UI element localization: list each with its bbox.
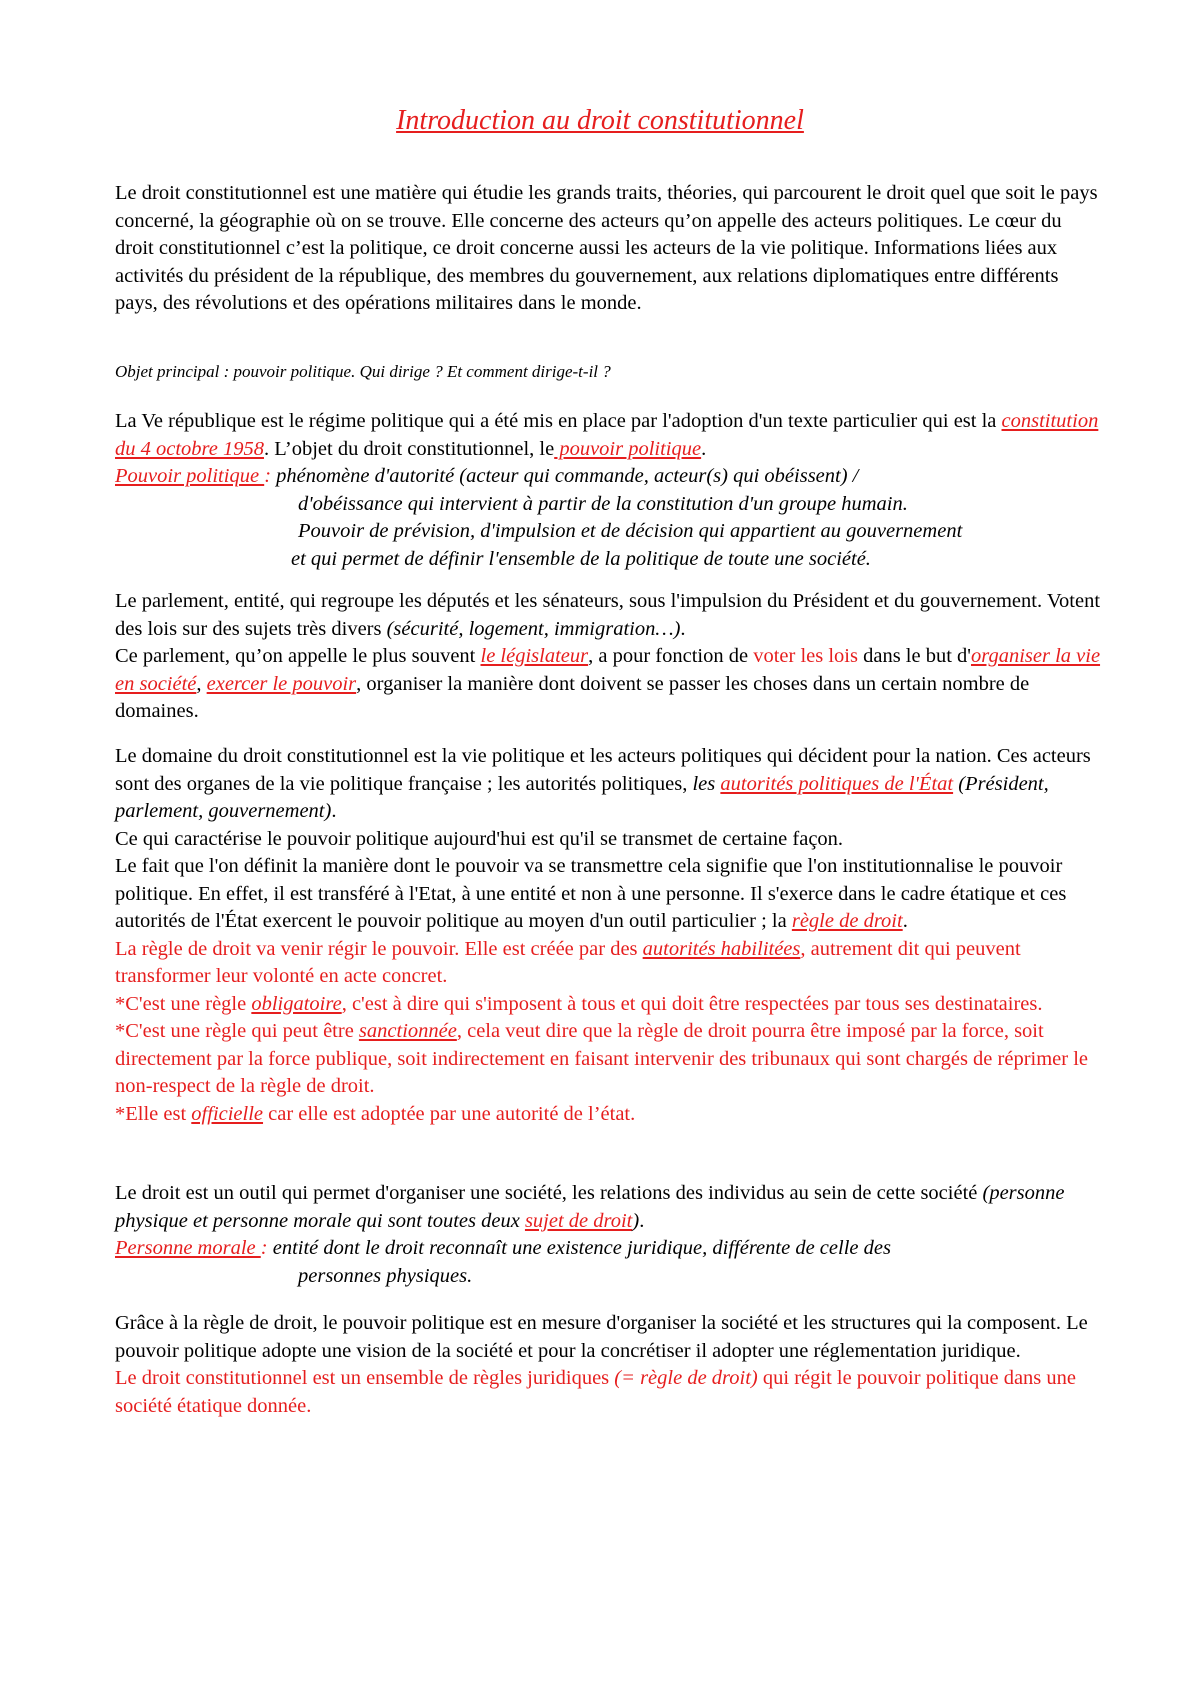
paragraph-regle-de-droit: [115, 1310, 1105, 1420]
text: .: [680, 617, 686, 640]
text-red-italic: (= règle de droit): [614, 1367, 758, 1389]
term-officielle: officielle: [191, 1102, 264, 1125]
text: .: [639, 1209, 645, 1232]
definition-line: Pouvoir de prévision, d'impulsion et de décision qui appartient au gouvernement: [298, 520, 963, 542]
page-title: Introduction au droit constitutionnel: [396, 105, 804, 136]
text: , a pour fonction de: [588, 645, 754, 667]
text-red: La règle de droit va venir régir le pouvoir. Elle est créée par des: [115, 937, 643, 960]
text: Le parlement, entité, qui regroupe les députés et les sénateurs, sous l'impulsion du Président et du gouvernement. Votent des lois sur des sujets très divers: [115, 590, 1101, 640]
definition-line: d'obéissance qui intervient à partir de la constitution d'un groupe humain.: [298, 492, 908, 515]
definition-colon: :: [260, 1237, 273, 1259]
text-red: , c'est à dire qui s'imposent à tous et qui doit être respectées par tous ses destinataires.: [341, 992, 1043, 1015]
paragraph-intro: Le droit constitutionnel est une matière qui étudie les grands traits, théories, qui parcourent le droit quel que soit le pays concerné, la géographie où on se trouve. Elle concerne des acteurs qu’on appelle des acteurs politiques. Le cœur du droit constitutionnel c’est la politique, ce droit concerne aussi les acteurs de la vie politique. Informations liées aux activités du président de la république, des membres du gouvernement, aux relations diplomatiques entre différents pays, des révolutions et des opérations militaires dans le monde.: [115, 182, 1098, 314]
text-red: Le droit constitutionnel est un ensemble de règles juridiques: [115, 1367, 615, 1389]
text-red: car elle est adoptée par une autorité de l’état.: [263, 1102, 636, 1125]
definition-colon: :: [264, 465, 277, 487]
paragraph-parlement: [115, 588, 1105, 726]
text: Ce parlement, qu’on appelle le plus souvent: [115, 645, 481, 667]
text-red: , autrement dit qui peuvent transformer leur volonté en acte concret.: [115, 937, 1021, 987]
definition-term-pouvoir-politique: Pouvoir politique: [115, 465, 265, 487]
objet-principal: Objet principal : pouvoir politique. Qui dirige ? Et comment dirige-t-il ?: [115, 362, 611, 381]
paragraph-domaine: [115, 743, 1105, 1128]
link-constitution-1958: constitution du 4 octobre 1958: [115, 410, 1099, 460]
text: Le droit est un outil qui permet d'organiser une société, les relations des individus au sein de cette société: [115, 1182, 983, 1204]
paragraph-ve-republique: [115, 408, 1115, 573]
text-italic: ): [632, 1209, 640, 1232]
definition-line: entité dont le droit reconnaît une existence juridique, différente de celle des: [272, 1237, 891, 1259]
term-obligatoire: obligatoire: [251, 992, 342, 1015]
text: La Ve république est le régime politique qui a été mis en place par l'adoption d'un texte particulier qui est la: [115, 410, 1002, 432]
term-legislateur: le législateur: [480, 645, 589, 667]
term-autorites-habilitees: autorités habilitées: [642, 937, 801, 960]
text-italic: (personne physique et personne morale qui sont toutes deux: [115, 1182, 1065, 1232]
link-pouvoir-politique: pouvoir politique: [554, 437, 702, 460]
text: Ce qui caractérise le pouvoir politique aujourd'hui est qu'il se transmet de certaine façon.: [115, 827, 844, 850]
text: .: [902, 910, 908, 932]
text: Le fait que l'on définit la manière dont le pouvoir va se transmettre cela signifie que l'on institutionnalise le pouvoir politique. En effet, il est transféré à l'Etat, à une entité et non à une personne. Il s'exerce dans le cadre étatique et ces autorités de l'État exercent le pouvoir politique au moyen d'un outil particulier ; la: [115, 855, 1067, 932]
text: .: [331, 800, 337, 822]
definition-term-personne-morale: Personne morale: [115, 1237, 261, 1259]
term-regle-de-droit: règle de droit: [791, 910, 903, 932]
text: .: [701, 437, 707, 460]
term-voter-les-lois: voter les lois: [753, 645, 858, 667]
text: . L’objet du droit constitutionnel, le: [264, 437, 555, 460]
text: ,: [196, 672, 207, 695]
text-italic: les: [692, 772, 721, 795]
definition-line: personnes physiques.: [298, 1264, 473, 1287]
text-red: , cela veut dire que la règle de droit pourra être imposé par la force, soit directement par la force publique, soit indirectement en faisant intervenir des tribunaux qui sont chargés de réprimer le non-respect de la règle de droit.: [115, 1020, 1089, 1097]
text-red: *Elle est: [115, 1102, 192, 1125]
term-sujet-de-droit: sujet de droit: [524, 1209, 633, 1232]
text: Le domaine du droit constitutionnel est la vie politique et les acteurs politiques qui décident pour la nation. Ces acteurs sont des organes de la vie politique française ; les autorités politiques,: [115, 745, 1091, 795]
text-red: *C'est une règle qui peut être: [115, 1020, 359, 1042]
text: Grâce à la règle de droit, le pouvoir politique est en mesure d'organiser la société et les structures qui la composent. Le pouvoir politique adopte une vision de la société et pour la concrétiser il adopter une réglementation juridique.: [115, 1312, 1088, 1362]
paragraph-droit-outil: [115, 1180, 1115, 1290]
term-organiser-vie-societe: organiser la vie en société: [115, 645, 1101, 695]
definition-line: phénomène d'autorité (acteur qui commande, acteur(s) qui obéissent) /: [276, 465, 859, 487]
term-sanctionnee: sanctionnée: [358, 1020, 457, 1042]
term-exercer-pouvoir: exercer le pouvoir: [206, 672, 357, 695]
text: dans le but d': [857, 645, 971, 667]
text-red: qui régit le pouvoir politique dans une société étatique donnée.: [115, 1367, 1077, 1417]
text-italic: (Président, parlement, gouvernement): [115, 772, 1049, 822]
text-italic: (sécurité, logement, immigration…): [386, 617, 681, 640]
term-autorites-politiques: autorités politiques de l'État: [720, 772, 954, 795]
text: , organiser la manière dont doivent se passer les choses dans un certain nombre de domaines.: [115, 672, 1030, 722]
definition-line: et qui permet de définir l'ensemble de la politique de toute une société.: [291, 547, 871, 570]
text-red: *C'est une règle: [115, 992, 252, 1015]
